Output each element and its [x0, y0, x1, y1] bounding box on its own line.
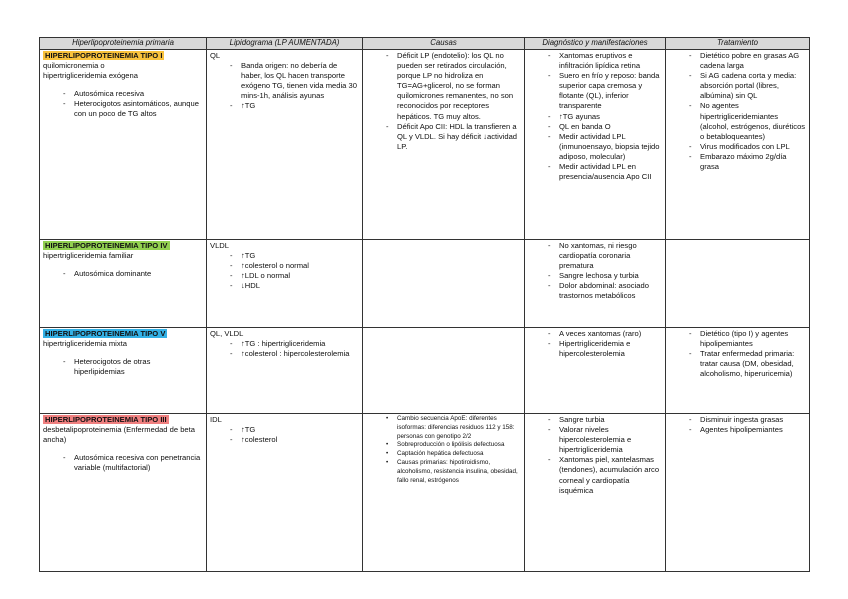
cell-tratamiento — [666, 328, 810, 414]
cell-tratamiento — [666, 240, 810, 328]
type-traits: - Heterocigotos de otras hiperlipidemias — [43, 357, 203, 377]
cell-causas — [363, 240, 525, 328]
lipid-list: - ↑TG : hipertrigliceridemia - ↑colesterol : hipercolesterolemia — [210, 339, 359, 359]
lipid-list: - ↑TG - ↑colesterol o normal - ↑LDL o normal - ↓HDL — [210, 251, 359, 291]
cell-causas — [363, 414, 525, 572]
row-tipo-3 — [40, 414, 810, 572]
type-traits: - Autosómica dominante — [43, 269, 203, 279]
cell-tratamiento — [666, 414, 810, 572]
type-badge: HIPERLIPOPROTEINEMIA TIPO IV — [45, 241, 168, 250]
treat-list: - Dietético pobre en grasas AG cadena larga - Si AG cadena corta y media: absorción portal (libres, albúmina) sin QL - No agentes hipertrigliceridemiantes (alcohol, estrógenos, diuréticos o betabloqueantes) - Virus modificados con LPL - Embarazo máximo 2g/día grasa — [669, 51, 806, 172]
cell-diagnostico — [525, 414, 666, 572]
cell-type — [40, 328, 207, 414]
cell-lipidograma — [207, 414, 363, 572]
cell-causas — [363, 50, 525, 240]
diag-list: - Sangre turbia - Valorar niveles hipercolesterolemia e hipertrigliceridemia - Xantomas piel, xantelasmas (tendones), acumulación arco corneal y cardiopatía isquémica — [528, 415, 662, 496]
header-hiperlipoproteinemia: Hiperlipoproteinemia primaria — [40, 38, 207, 50]
type-traits: - Autosómica recesiva con penetrancia variable (multifactorial) — [43, 453, 203, 473]
row-tipo-4 — [40, 240, 810, 328]
type-badge: HIPERLIPOPROTEINEMIA TIPO III — [45, 415, 167, 424]
lipid-list: - Banda origen: no debería de haber, los QL hacen transporte exógeno TG, tienen vida media 30 mins-1h, análisis ayunas - ↑TG — [210, 61, 359, 111]
type-description: quilomicronemia o hipertrigliceridemia exógena — [43, 61, 138, 81]
cell-causas — [363, 328, 525, 414]
cell-type — [40, 50, 207, 240]
type-description: hipertrigliceridemia familiar — [43, 251, 134, 261]
causes-list: • Cambio secuencia ApoE: diferentes isoformas: diferencias residuos 112 y 158: personas con genotipo 2/2 • Sobreproducción o lipólisis defectuosa • Captación hepática defectuosa • Causas primarias: hipotiroidismo, alcoholismo, resistencia insulina, obesidad, fallo renal, estrógenos — [366, 415, 521, 486]
cell-diagnostico — [525, 50, 666, 240]
cell-lipidograma — [207, 50, 363, 240]
causes-list: - Déficit LP (endotelio): los QL no pueden ser retirados circulación, porque LP no hidroliza en TG=AG+glicerol, no se forman quilomicrones remanentes, no son reconocidos por receptores hepáticos. TG muy altos. - Déficit Apo CII: HDL la transfieren a QL y VLDL. Si hay déficit ↓actividad LP. — [366, 51, 521, 152]
type-description: hipertrigliceridemia mixta — [43, 339, 127, 349]
lipoprotein-table — [39, 37, 810, 572]
lipid-title: IDL — [210, 415, 222, 424]
treat-list: - Disminuir ingesta grasas - Agentes hipolipemiantes — [669, 415, 806, 435]
lipid-title: VLDL — [210, 241, 229, 250]
type-traits: - Autosómica recesiva - Heterocigotos asintomáticos, aunque con un poco de TG altos — [43, 89, 203, 119]
cell-diagnostico — [525, 240, 666, 328]
header-diagnostico: Diagnóstico y manifestaciones — [525, 38, 666, 50]
lipid-list: - ↑TG - ↑colesterol — [210, 425, 359, 445]
cell-lipidograma — [207, 328, 363, 414]
cell-type — [40, 414, 207, 572]
header-lipidograma: Lipidograma (LP AUMENTADA) — [207, 38, 363, 50]
type-badge: HIPERLIPOPROTEINEMIA TIPO I — [45, 51, 163, 60]
treat-list: - Dietético (tipo I) y agentes hipolipemiantes - Tratar enfermedad primaria: tratar causa (DM, obesidad, alcoholismo, hiperuricemia) — [669, 329, 806, 379]
row-tipo-1 — [40, 50, 810, 240]
cell-lipidograma — [207, 240, 363, 328]
type-badge: HIPERLIPOPROTEINEMIA TIPO V — [45, 329, 166, 338]
diag-list: - No xantomas, ni riesgo cardiopatía coronaria prematura - Sangre lechosa y turbia - Dolor abdominal: asociado trastornos metabólicos — [528, 241, 662, 302]
header-causas: Causas — [363, 38, 525, 50]
lipid-title: QL — [210, 51, 221, 60]
header-row — [40, 38, 810, 50]
diag-list: - Xantomas eruptivos e infiltración lipídica retina - Suero en frío y reposo: banda superior capa cremosa y flotante (QL), inferior transparente - ↑TG ayunas - QL en banda O - Medir actividad LPL (inmunoensayo, biopsia tejido adiposo, molecular) - Medir actividad LPL en presencia/ausencia Apo CII — [528, 51, 662, 182]
header-tratamiento: Tratamiento — [666, 38, 810, 50]
cell-diagnostico — [525, 328, 666, 414]
type-description: desbetalipoproteinemia (Enfermedad de beta ancha) — [43, 425, 195, 445]
cell-type — [40, 240, 207, 328]
row-tipo-5 — [40, 328, 810, 414]
lipid-title: QL, VLDL — [210, 329, 244, 338]
cell-tratamiento — [666, 50, 810, 240]
diag-list: - A veces xantomas (raro) - Hipertrigliceridemia e hipercolesterolemia — [528, 329, 662, 359]
